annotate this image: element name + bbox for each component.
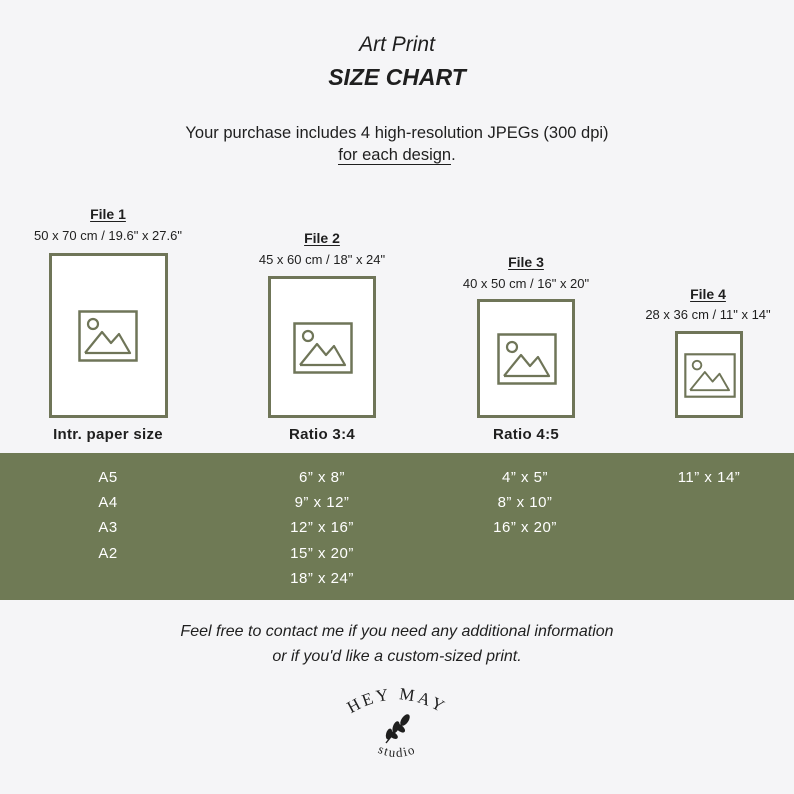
file-4-frame — [675, 331, 743, 418]
logo-bottom-text: studio — [376, 741, 418, 761]
size-item: A3 — [98, 519, 118, 537]
size-item: 9” x 12” — [294, 494, 350, 512]
footer-line-2: or if you'd like a custom-sized print. — [272, 648, 522, 665]
intro-period: . — [451, 146, 456, 164]
size-item: 11” x 14” — [677, 469, 741, 486]
file-2-label: Ratio 3:4 — [288, 426, 356, 443]
size-item: A4 — [98, 494, 118, 512]
file-3-name: File 3 — [508, 254, 544, 270]
size-item: A2 — [98, 544, 118, 562]
logo-top-text: HEY MAY — [343, 684, 451, 718]
file-4-size: 28 x 36 cm / 11" x 14" — [645, 307, 771, 322]
sizes-band — [0, 453, 794, 600]
footer-line-1: Feel free to contact me if you need any additional information — [180, 623, 614, 640]
page-title: Art Print — [359, 33, 435, 56]
intro-link: for each design — [338, 146, 452, 164]
size-item: 16” x 20” — [493, 519, 557, 537]
size-item: 18” x 24” — [290, 569, 354, 587]
size-item: 15” x 20” — [290, 544, 354, 562]
file-2-size: 45 x 60 cm / 18" x 24" — [258, 252, 386, 267]
size-item: 6” x 8” — [298, 469, 345, 486]
file-1-name: File 1 — [90, 206, 126, 222]
sizes-col-3 — [465, 465, 585, 541]
file-3-label: Ratio 4:5 — [492, 426, 560, 443]
size-item: A5 — [98, 469, 118, 486]
file-2-frame — [268, 276, 376, 418]
file-1-frame — [49, 253, 168, 418]
leaf-icon — [385, 713, 411, 743]
file-2-name: File 2 — [304, 230, 340, 246]
image-icon — [684, 353, 736, 398]
page-subtitle: SIZE CHART — [328, 64, 466, 90]
file-4-name: File 4 — [690, 286, 726, 302]
size-item: 4” x 5” — [501, 469, 548, 486]
image-icon — [78, 310, 138, 362]
intro-line-1: Your purchase includes 4 high-resolution JPEGs (300 dpi) — [185, 124, 609, 142]
intro-line-2 — [0, 146, 794, 165]
size-item: 12” x 16” — [290, 519, 354, 537]
image-icon — [293, 322, 353, 374]
file-1-size: 50 x 70 cm / 19.6" x 27.6" — [34, 228, 182, 243]
sizes-col-4 — [649, 465, 769, 490]
size-item: 8” x 10” — [497, 494, 553, 512]
brand-logo — [0, 680, 794, 770]
sizes-col-1 — [58, 465, 158, 566]
image-icon — [497, 333, 557, 385]
file-3-size: 40 x 50 cm / 16" x 20" — [462, 276, 590, 291]
sizes-col-2 — [262, 465, 382, 591]
file-1-label: Intr. paper size — [53, 426, 163, 443]
file-3-frame — [477, 299, 575, 418]
